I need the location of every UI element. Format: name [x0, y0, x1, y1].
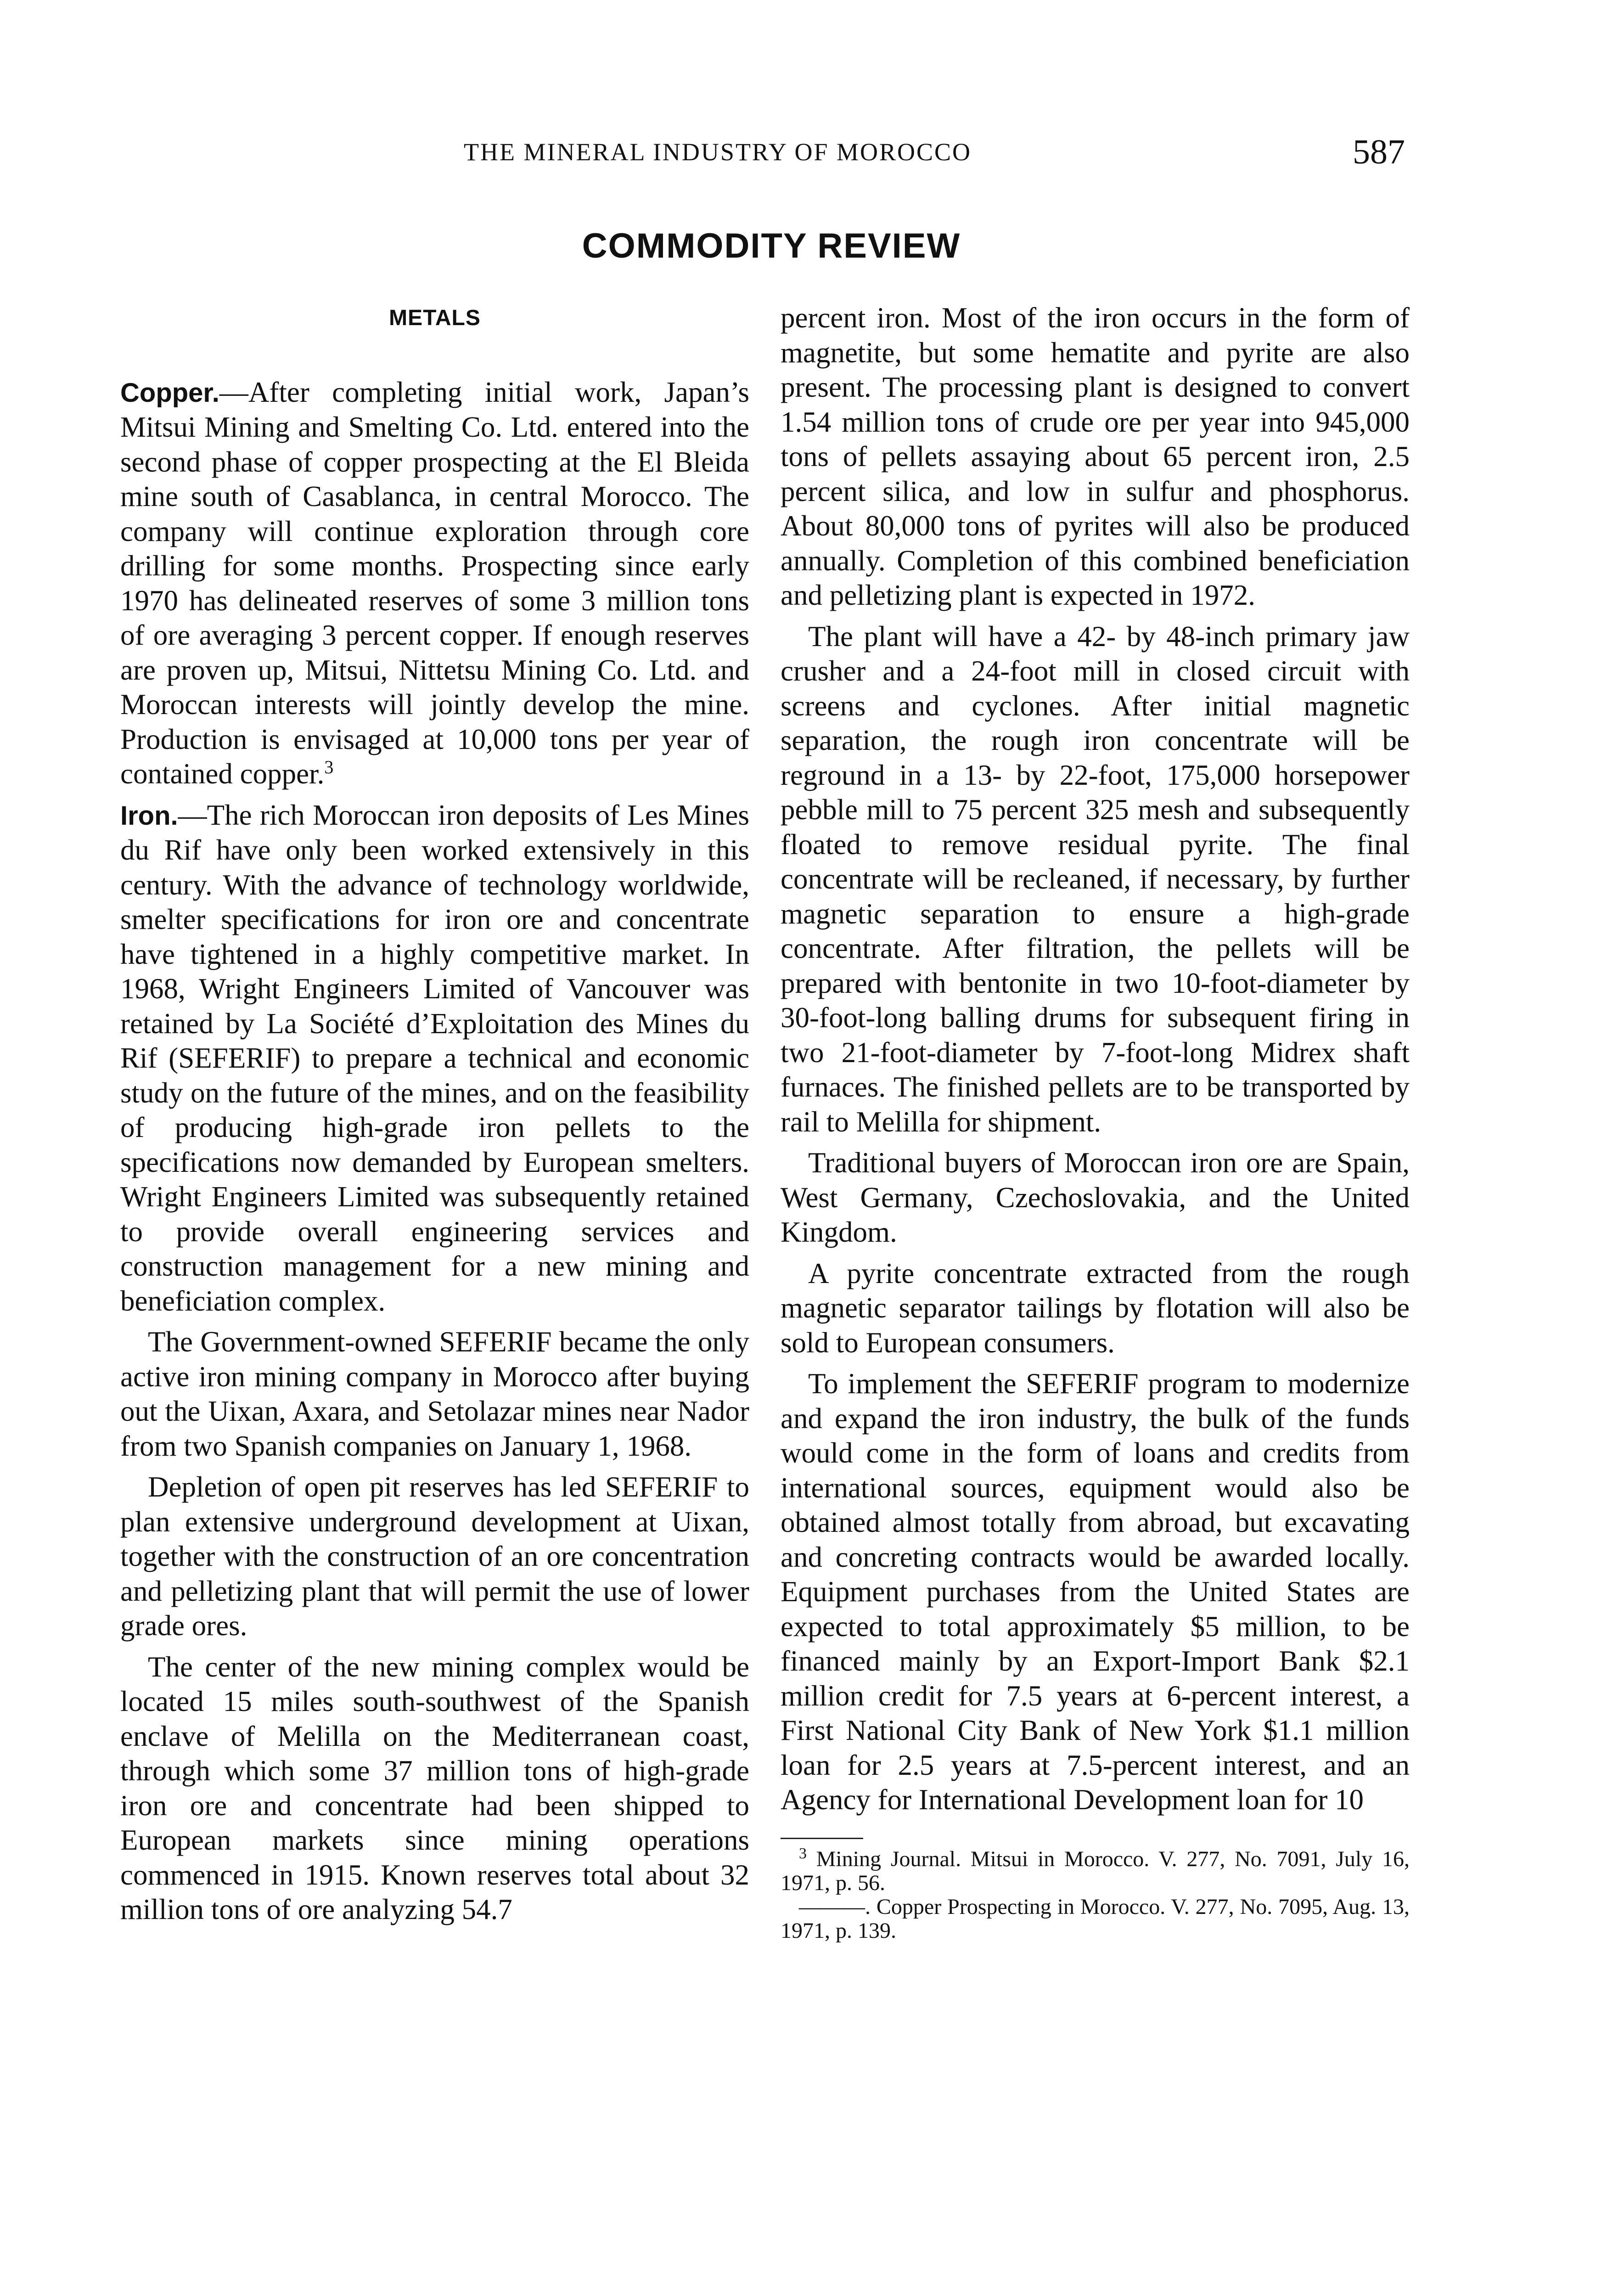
copper-text: —After completing initial work, Japan’s Mitsui Mining and Smelting Co. Ltd. entered into the second phase of copper prospecting at the El Bleida mine south of Casablanca, in central Morocco. The company will continue exploration through core drilling for some months. Prospecting since early 1970 has delineated reserves of some 3 million tons of ore averaging 3 percent copper. If enough reserves are proven up, Mitsui, Nittetsu Mining Co. Ltd. and Moroccan interests will jointly develop the mine. Production is envisaged at 10,000 tons per year of contained copper.: [120, 376, 749, 790]
copper-topic: Copper.: [120, 377, 219, 408]
paragraph-pyrite: A pyrite concentrate extracted from the rough magnetic separator tailings by flotation will also be sold to European consumers.: [781, 1257, 1410, 1359]
iron-text: —The rich Moroccan iron deposits of Les Mines du Rif have only been worked extensively in this century. With the advance of technology worldwide, smelter specifications for iron ore and concentrate have tightened in a highly competitive market. In 1968, Wright Engineers Limited of Vancouver was retained by La Société d’Exploitation des Mines du Rif (SEFERIF) to prepare a technical and economic study on the future of the mines, and on the feasibility of producing high-grade iron pellets to the specifications now demanded by European smelters. Wright Engineers Limited was subsequently retained to provide overall engineering services and construction management for a new mining and beneficiation complex.: [120, 799, 749, 1317]
footnote-1-text: Mining Journal. Mitsui in Morocco. V. 277, No. 7091, July 16, 1971, p. 56.: [781, 1846, 1410, 1895]
footnote-1-number: 3: [799, 1845, 807, 1862]
footnote-2-text: ———. Copper Prospecting in Morocco. V. 277, No. 7095, Aug. 13, 1971, p. 139.: [781, 1894, 1410, 1943]
footnote-2: [781, 1895, 1410, 1943]
paragraph-implement: To implement the SEFERIF program to modernize and expand the iron industry, the bulk of the funds would come in the form of loans and credits from international sources, equipment would also be obtained almost totally from abroad, but excavating and concreting contracts would be awarded locally. Equipment purchases from the United States are expected to total approximately $5 million, to be financed mainly by an Export-Import Bank $2.1 million credit for 7.5 years at 6-percent interest, a First National City Bank of New York $1.1 million loan for 2.5 years at 7.5-percent interest, and an Agency for International Development loan for 10: [781, 1367, 1410, 1816]
page-number: 587: [1353, 133, 1405, 171]
running-head: THE MINERAL INDUSTRY OF MOROCCO: [464, 138, 972, 166]
metals-subhead: METALS: [389, 306, 481, 330]
paragraph-continued: percent iron. Most of the iron occurs in the form of magnetite, but some hematite and pyrite are also present. The processing plant is designed to convert 1.54 million tons of crude ore per year into 945,000 tons of pellets assaying about 65 percent iron, 2.5 percent silica, and low in sulfur and phosphorus. About 80,000 tons of pyrites will also be produced annually. Completion of this combined beneficiation and pelletizing plant is expected in 1972.: [781, 302, 1410, 611]
left-column: [120, 301, 749, 1934]
footnote-rule: [781, 1838, 863, 1839]
paragraph-plant: The plant will have a 42- by 48-inch primary jaw crusher and a 24-foot mill in closed circuit with screens and cyclones. After initial magnetic separation, the rough iron concentrate will be reground in a 13- by 22-foot, 175,000 horsepower pebble mill to 75 percent 325 mesh and subsequently floated to remove residual pyrite. The final concentrate will be recleaned, if necessary, by further magnetic separation to ensure a high-grade concentrate. After filtration, the pellets will be prepared with bentonite in two 10-foot-diameter by 30-foot-long balling drums for subsequent firing in two 21-foot-diameter by 7-foot-long Midrex shaft furnaces. The finished pellets are to be transported by rail to Melilla for shipment.: [781, 620, 1410, 1138]
footnotes: [781, 1847, 1410, 1943]
paragraph-buyers: Traditional buyers of Moroccan iron ore are Spain, West Germany, Czechoslovakia, and the United Kingdom.: [781, 1147, 1410, 1248]
section-title: COMMODITY REVIEW: [582, 226, 961, 265]
page-header: [464, 132, 1405, 183]
footnote-ref: 3: [324, 757, 334, 777]
iron-paragraph: [120, 798, 749, 1319]
right-column: [781, 301, 1410, 1943]
paragraph-center: The center of the new mining complex would be located 15 miles south-southwest of the Spanish enclave of Melilla on the Mediterranean coast, through which some 37 million tons of high-grade iron ore and concentrate had been shipped to European markets since mining operations commenced in 1915. Known reserves total about 32 million tons of ore analyzing 54.7: [120, 1650, 749, 1925]
paragraph-government: The Government-owned SEFERIF became the only active iron mining company in Morocco after buying out the Uixan, Axara, and Setolazar mines near Nador from two Spanish companies on January 1, 1968.: [120, 1326, 749, 1462]
copper-paragraph: [120, 375, 749, 792]
iron-topic: Iron.: [120, 800, 178, 831]
footnote-1: [781, 1847, 1410, 1895]
paragraph-depletion: Depletion of open pit reserves has led SEFERIF to plan extensive underground development at Uixan, together with the construction of an ore concentration and pelletizing plant that will permit the use of lower grade ores.: [120, 1471, 749, 1642]
